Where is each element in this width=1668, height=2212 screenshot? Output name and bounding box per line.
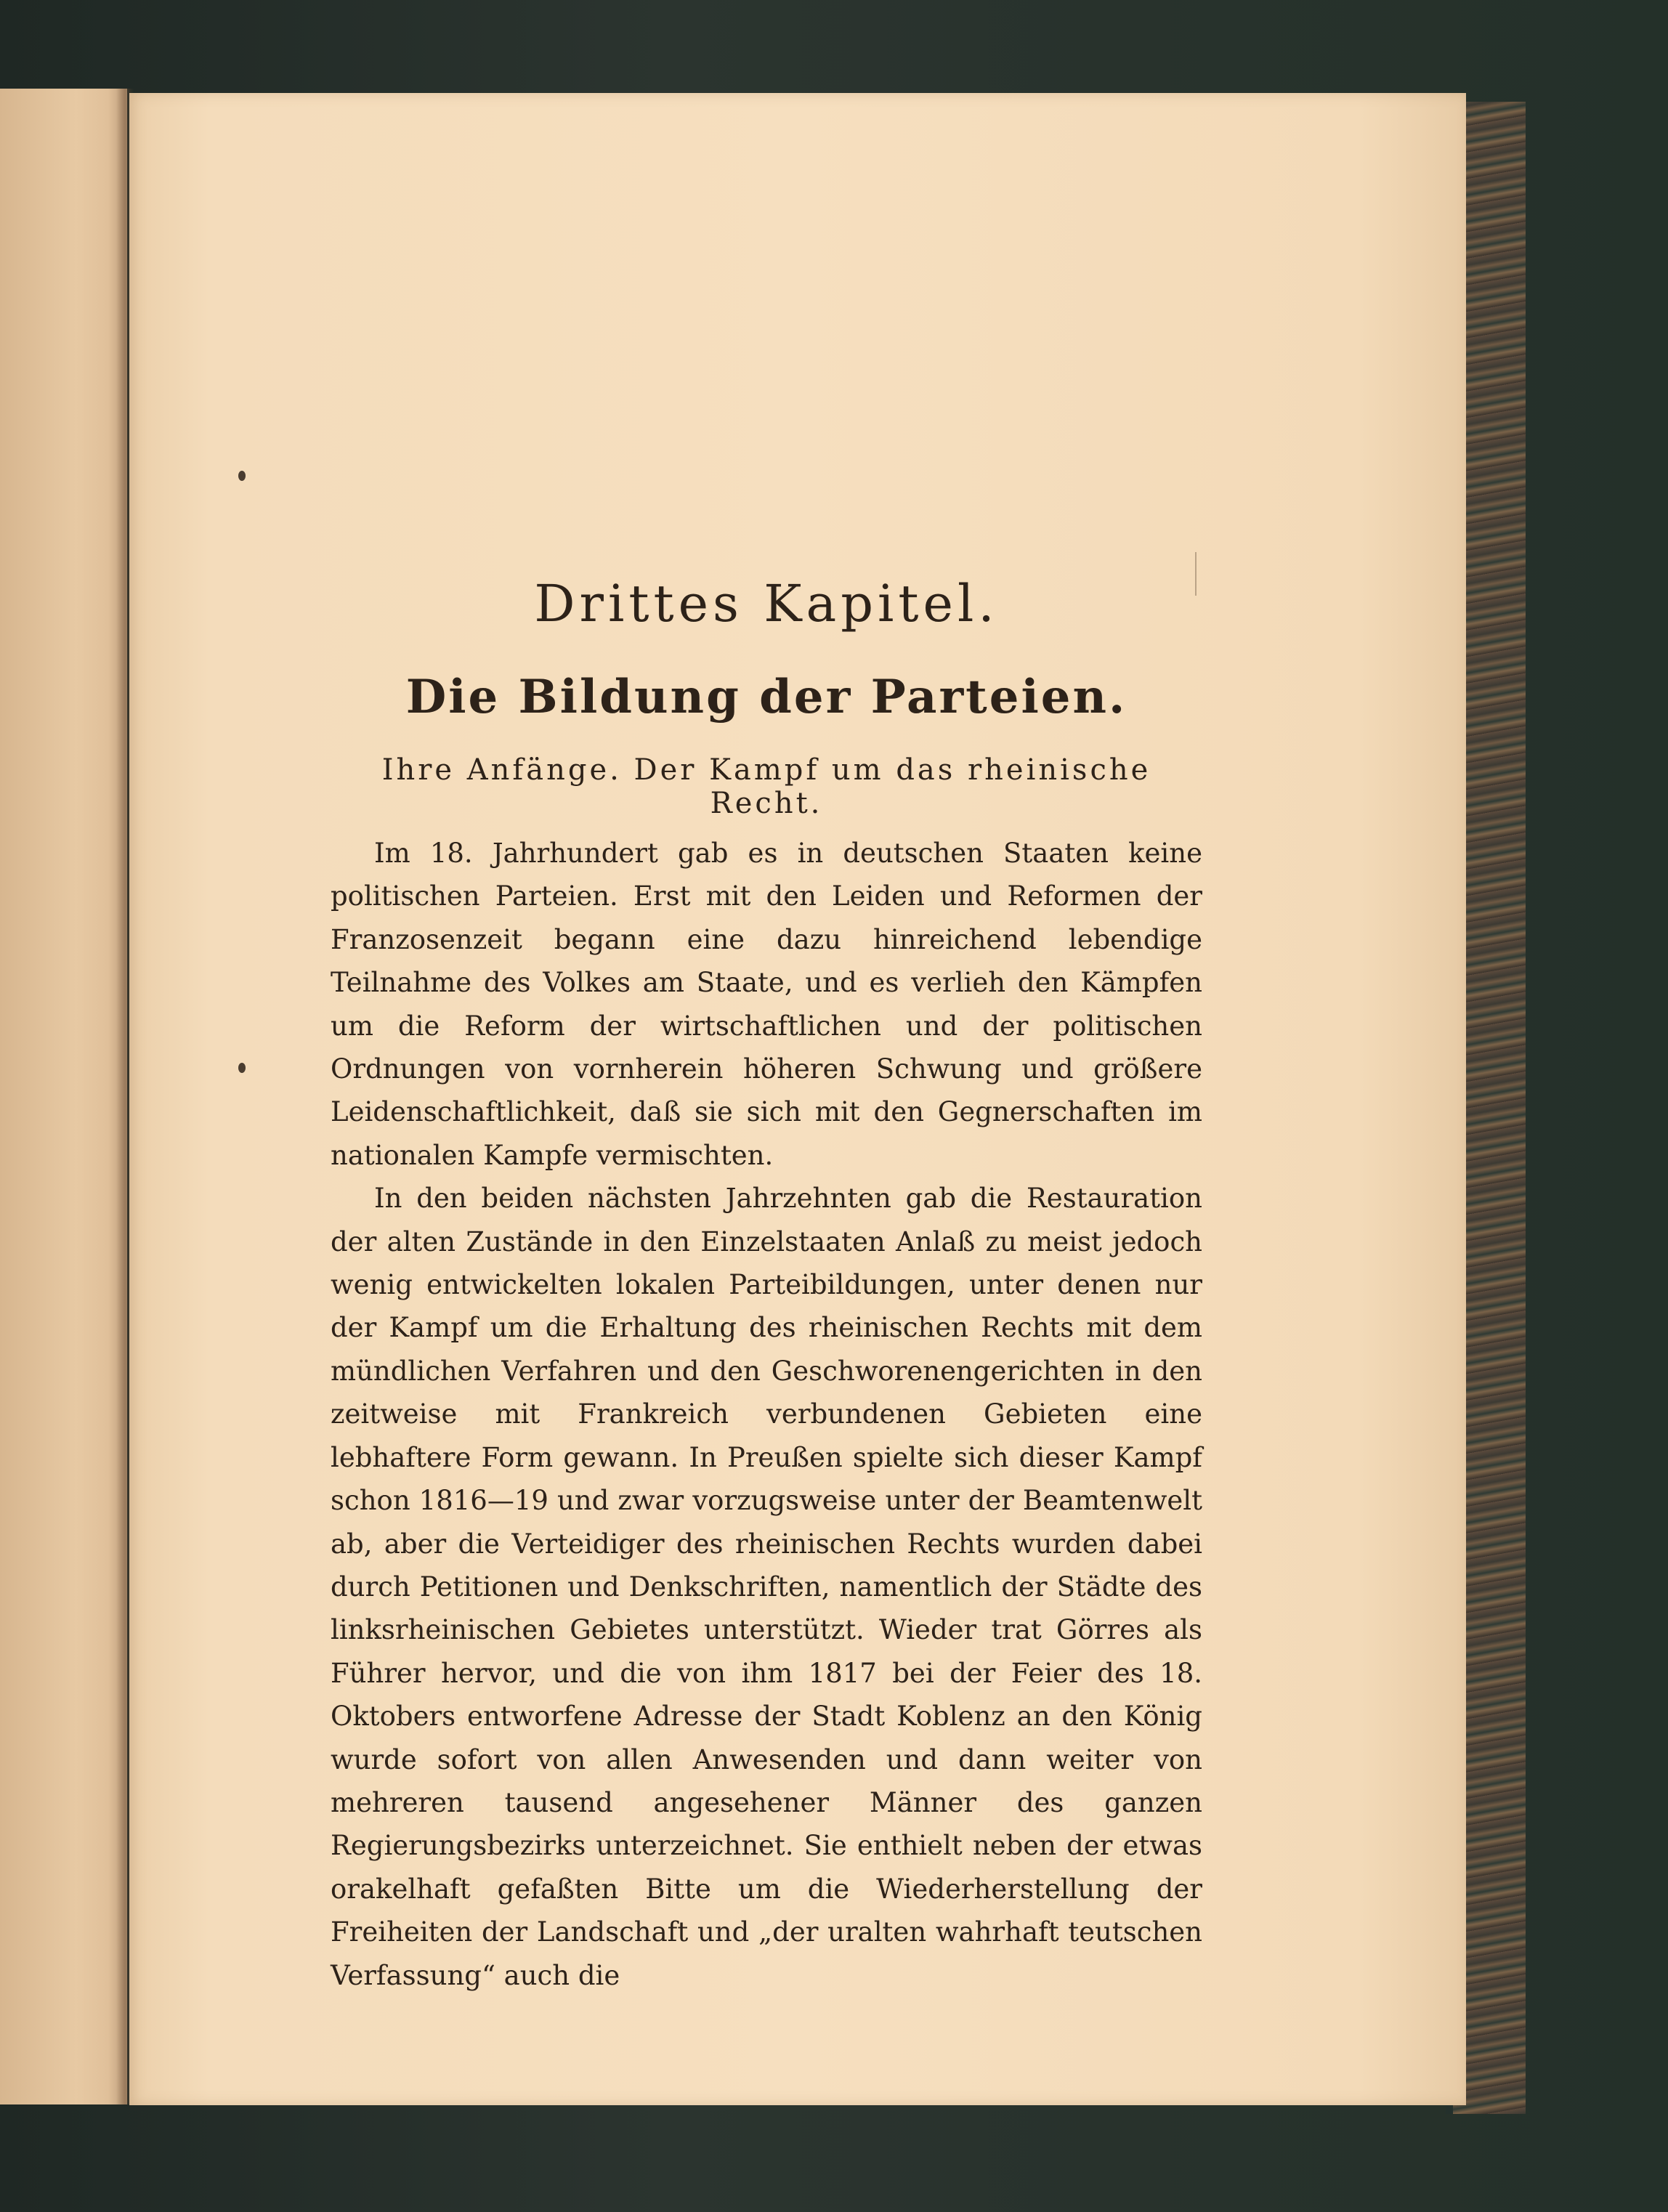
binding-hole xyxy=(238,471,246,481)
paragraph: Im 18. Jahrhundert gab es in deutschen Staaten keine politischen Parteien. Erst mit den Leiden und Reformen der Franzosenzeit begann eine dazu hinreichend lebendige Teilnahme des Volkes am Staate, und es verlieh den Kämpfen um die Reform der wirtschaftlichen und der politischen Ordnungen von vornherein höheren Schwung und größere Leidenschaftlichkeit, daß sie sich mit den Gegnerschaften im nationalen Kampfe vermischten. xyxy=(331,838,1202,1171)
chapter-heading: Drittes Kapitel. xyxy=(534,574,999,633)
chapter-subtitle: Ihre Anfänge. Der Kampf um das rheinische Recht. xyxy=(381,753,1151,820)
chapter-title: Die Bildung der Parteien. xyxy=(405,670,1127,724)
paragraph: In den beiden nächsten Jahrzehnten gab die Restauration der alten Zustände in den Einzelstaaten Anlaß zu meist jedoch wenig entwickelten lokalen Parteibildungen, unter denen nur der Kampf um die Erhaltung des rheinischen Rechts mit dem mündlichen Verfahren und den Geschworenengerichten in den zeitweise mit Frankreich verbundenen Gebieten eine lebhaftere Form gewann. In Preußen spielte sich dieser Kampf schon 1816—19 und zwar vorzugsweise unter der Beamtenwelt ab, aber die Verteidiger des rheinischen Rechts wurden dabei durch Petitionen und Denkschriften, namentlich der Städte des linksrheinischen Gebietes unterstützt. Wieder trat Görres als Führer hervor, und die von ihm 1817 bei der Feier des 18. Oktobers entworfene Adresse der Stadt Koblenz an den König wurde sofort von allen Anwesenden und dann weiter von mehreren tausend angesehener Männer des ganzen Regierungsbezirks unterzeichnet. Sie enthielt neben der etwas orakelhaft gefaßten Bitte um die Wiederherstellung der Freiheiten der Landschaft und „der uralten wahrhaft teutschen Verfassung“ auch die xyxy=(331,1183,1202,1991)
page-text-block xyxy=(331,574,1202,1997)
binding-hole xyxy=(238,1063,246,1073)
previous-page-edge xyxy=(0,89,127,2104)
